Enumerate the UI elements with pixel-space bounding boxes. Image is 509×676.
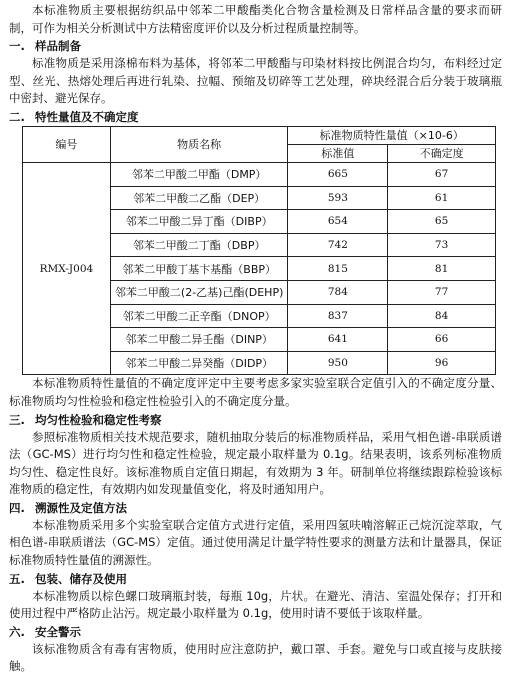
section-5-text: 本标准物质以棕色螺口玻璃瓶封装，每瓶 10g，片状。在避光、清洁、室温处保存；打开和使用过程中严格防止沾污。规定最小取样量为 0.1g，使用时请不要低于该取样量。 (9, 588, 502, 621)
section-4-text: 本标准物质采用多个实验室联合定值方式进行定值，采用四氢呋喃溶解正己烷沉淀萃取，气相色谱-串联质谱法（GC-MS）定值。通过使用满足计量学特性要求的测量方法和计量器具，保证标准物质特性量值的溯源性。 (9, 517, 502, 568)
certified-values-table (22, 126, 496, 375)
value-cell: 665 (288, 162, 388, 186)
substance-name-cell: 邻苯二甲酸二异丁酯（DIBP） (110, 210, 288, 234)
value-cell: 837 (288, 304, 388, 328)
sample-code-cell: RMX-J004 (23, 162, 111, 374)
header-value: 标准值 (288, 144, 388, 162)
section-3-text: 参照标准物质相关技术规范要求，随机抽取分装后的标准物质样品，采用气相色谱-串联质谱法（GC-MS）进行均匀性和稳定性检验，规定最小取样量为 0.1g。结果表明，该系列标准物质均匀性、稳定性良好。该标准物质自定值日期起，有效期为 3 年。研制单位将继续跟踪检验该标准物质的稳定性，有效期内如发现量值变化，将及时通知用户。 (9, 429, 502, 497)
section-heading-5: 五. 包装、储存及使用 (9, 571, 127, 586)
section-heading-6: 六. 安全警示 (9, 624, 81, 639)
value-cell: 742 (288, 233, 388, 257)
substance-name-cell: 邻苯二甲酸二异癸酯（DIDP） (110, 351, 288, 375)
substance-name-cell: 邻苯二甲酸二(2-乙基)己酯(DEHP) (110, 280, 288, 304)
substance-name-cell: 邻苯二甲酸二甲酯（DMP） (110, 162, 288, 186)
uncertainty-cell: 73 (388, 233, 496, 257)
section-2-note: 本标准物质特性量值的不确定度评定中主要考虑多家实验室联合定值引入的不确定度分量、标准物质均匀性检验和稳定性检验引入的不确定度分量。 (9, 376, 502, 408)
section-6-text: 该标准物质含有毒有害物质，使用时应注意防护，戴口罩、手套。避免与口或直接与皮肤接触。 (9, 641, 502, 674)
uncertainty-cell: 61 (388, 186, 496, 210)
uncertainty-cell: 77 (388, 280, 496, 304)
substance-name-cell: 邻苯二甲酸二乙酯（DEP） (110, 186, 288, 210)
header-group: 标准物质特性量值（×10-6） (288, 126, 496, 144)
uncertainty-cell: 66 (388, 328, 496, 352)
value-cell: 784 (288, 280, 388, 304)
uncertainty-cell: 96 (388, 351, 496, 375)
uncertainty-cell: 65 (388, 210, 496, 234)
header-code: 编号 (23, 126, 111, 162)
substance-name-cell: 邻苯二甲酸二异壬酯（DINP） (110, 328, 288, 352)
table-row (23, 162, 496, 186)
substance-name-cell: 邻苯二甲酸丁基卞基酯（BBP） (110, 257, 288, 281)
uncertainty-cell: 84 (388, 304, 496, 328)
value-cell: 654 (288, 210, 388, 234)
substance-name-cell: 邻苯二甲酸二丁酯（DBP） (110, 233, 288, 257)
substance-name-cell: 邻苯二甲酸二正辛酯（DNOP） (110, 304, 288, 328)
intro-paragraph: 本标准物质主要根据纺织品中邻苯二甲酸酯类化合物含量检测及日常样品含量的要求而研制，可作为相关分析测试中方法精密度评价以及分析过程质量控制等。 (9, 3, 502, 35)
section-heading-4: 四. 溯源性及定值方法 (9, 500, 127, 515)
section-heading-1: 一. 样品制备 (9, 39, 81, 54)
section-heading-3: 三. 均匀性检验和稳定性考察 (9, 412, 162, 427)
value-cell: 950 (288, 351, 388, 375)
header-name: 物质名称 (110, 126, 288, 162)
header-uncertainty: 不确定度 (388, 144, 496, 162)
value-cell: 593 (288, 186, 388, 210)
value-cell: 641 (288, 328, 388, 352)
section-1-text: 标准物质是采用涤棉布料为基体，将邻苯二甲酸酯与印染材料按比例混合均匀，布料经过定型、丝光、热熔处理后再进行轧染、拉幅、预缩及切碎等工艺处理，碎块经混合后分装于玻璃瓶中密封、避光保存。 (9, 56, 502, 106)
value-cell: 815 (288, 257, 388, 281)
uncertainty-cell: 67 (388, 162, 496, 186)
uncertainty-cell: 81 (388, 257, 496, 281)
section-heading-2: 二. 特性量值及不确定度 (9, 109, 139, 124)
